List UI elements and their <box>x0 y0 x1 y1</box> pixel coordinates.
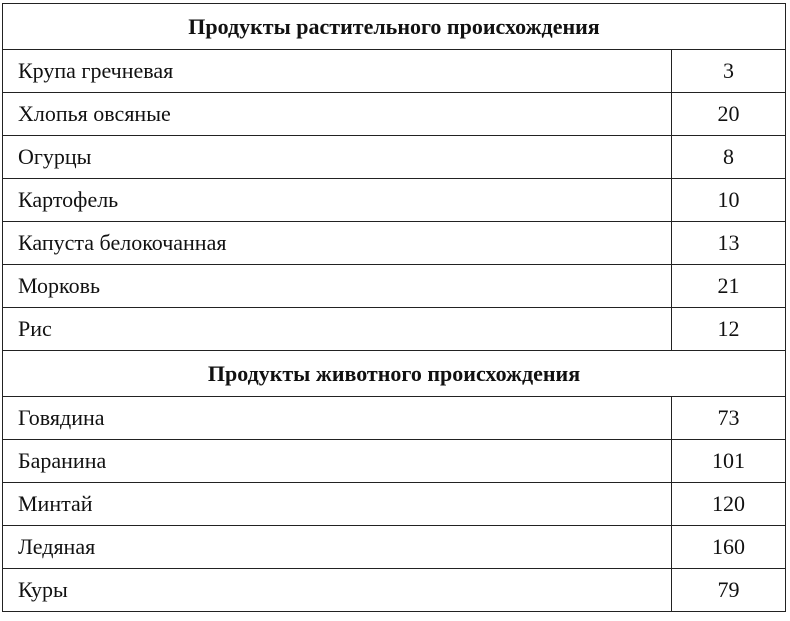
product-value: 160 <box>672 526 786 569</box>
product-name: Крупа гречневая <box>3 50 672 93</box>
products-table <box>2 3 786 612</box>
product-name: Хлопья овсяные <box>3 93 672 136</box>
product-value: 79 <box>672 569 786 612</box>
table-body <box>3 4 786 612</box>
table-row <box>3 179 786 222</box>
product-value: 13 <box>672 222 786 265</box>
section-title: Продукты животного происхождения <box>3 351 786 397</box>
table-row <box>3 50 786 93</box>
product-name: Минтай <box>3 483 672 526</box>
product-value: 120 <box>672 483 786 526</box>
product-value: 20 <box>672 93 786 136</box>
table-row <box>3 569 786 612</box>
table-row <box>3 397 786 440</box>
section-header-row <box>3 351 786 397</box>
product-name: Огурцы <box>3 136 672 179</box>
product-value: 21 <box>672 265 786 308</box>
product-value: 3 <box>672 50 786 93</box>
product-name: Морковь <box>3 265 672 308</box>
product-name: Рис <box>3 308 672 351</box>
table-row <box>3 265 786 308</box>
table-row <box>3 222 786 265</box>
table-row <box>3 93 786 136</box>
product-name: Капуста белокочанная <box>3 222 672 265</box>
table-row <box>3 526 786 569</box>
product-value: 73 <box>672 397 786 440</box>
product-value: 10 <box>672 179 786 222</box>
product-value: 8 <box>672 136 786 179</box>
table-row <box>3 440 786 483</box>
product-value: 101 <box>672 440 786 483</box>
section-title: Продукты растительного происхождения <box>3 4 786 50</box>
product-name: Картофель <box>3 179 672 222</box>
product-name: Говядина <box>3 397 672 440</box>
table-row <box>3 308 786 351</box>
table-row <box>3 483 786 526</box>
table-row <box>3 136 786 179</box>
section-header-row <box>3 4 786 50</box>
product-value: 12 <box>672 308 786 351</box>
product-name: Баранина <box>3 440 672 483</box>
product-name: Ледяная <box>3 526 672 569</box>
product-name: Куры <box>3 569 672 612</box>
